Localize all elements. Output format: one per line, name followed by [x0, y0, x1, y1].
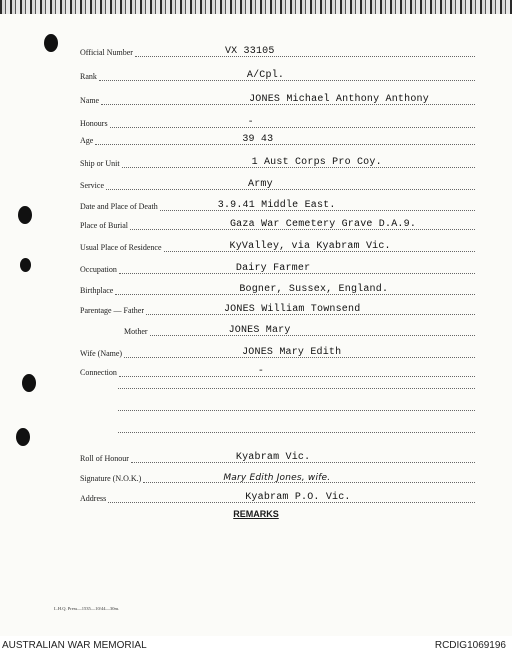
label: Address	[80, 494, 107, 503]
label: Usual Place of Residence	[80, 243, 162, 252]
field-residence	[80, 238, 475, 252]
footer-source: AUSTRALIAN WAR MEMORIAL	[2, 640, 147, 651]
blank-line	[118, 388, 475, 389]
label: Rank	[80, 72, 97, 81]
field-roll-of-honour	[80, 449, 475, 463]
value: Dairy Farmer	[235, 263, 311, 274]
label: Parentage — Father	[80, 306, 144, 315]
value: -	[257, 366, 265, 377]
blank-line	[118, 432, 475, 433]
field-ship-or-unit	[80, 154, 475, 168]
field-age	[80, 131, 475, 145]
field-connection	[80, 363, 475, 377]
field-place-of-burial	[80, 216, 475, 230]
value: JONES William Townsend	[223, 304, 361, 315]
value: JONES Mary	[228, 325, 291, 336]
footer-id: RCDIG1069196	[434, 640, 506, 651]
value: Gaza War Cemetery Grave D.A.9.	[229, 219, 417, 230]
label: Official Number	[80, 48, 133, 57]
label: Roll of Honour	[80, 454, 129, 463]
label: Place of Burial	[80, 221, 128, 230]
label: Connection	[80, 368, 117, 377]
label: Mother	[124, 327, 148, 336]
label: Birthplace	[80, 286, 114, 295]
remarks-heading: REMARKS	[233, 509, 279, 519]
label: Signature (N.O.K.)	[80, 474, 142, 483]
field-name	[80, 91, 475, 105]
value: Bogner, Sussex, England.	[239, 284, 389, 295]
blank-line	[118, 410, 475, 411]
field-occupation	[80, 260, 475, 274]
value: VX 33105	[224, 46, 275, 57]
field-father	[80, 301, 475, 315]
value: KyValley, via Kyabram Vic.	[229, 241, 391, 252]
value: Kyabram Vic.	[235, 452, 311, 463]
field-date-place-death	[80, 197, 475, 211]
field-official-number	[80, 43, 475, 57]
punch-hole	[44, 34, 58, 52]
label: Name	[80, 96, 100, 105]
punch-hole	[22, 374, 36, 392]
label: Age	[80, 136, 94, 145]
value: JONES Michael Anthony Anthony	[249, 94, 429, 105]
value: Mary Edith Jones, wife.	[223, 473, 331, 483]
label: Ship or Unit	[80, 159, 120, 168]
archive-footer	[0, 638, 512, 654]
field-birthplace	[80, 281, 475, 295]
printer-mark: L.H.Q. Press—1535—10/44—30m.	[54, 606, 120, 611]
scan-top-edge	[0, 0, 512, 14]
value: 3.9.41 Middle East.	[217, 200, 336, 211]
field-service	[80, 176, 475, 190]
punch-hole	[20, 258, 31, 272]
value: A/Cpl.	[246, 70, 285, 81]
punch-hole	[18, 206, 32, 224]
label: Date and Place of Death	[80, 202, 158, 211]
field-signature	[80, 469, 475, 483]
field-honours	[80, 114, 475, 128]
label: Wife (Name)	[80, 349, 123, 358]
field-mother	[80, 322, 475, 336]
punch-hole	[16, 428, 30, 446]
field-rank	[80, 67, 475, 81]
label: Service	[80, 181, 104, 190]
value: -	[247, 117, 254, 128]
value: Kyabram P.O. Vic.	[245, 492, 351, 503]
field-wife	[80, 344, 475, 358]
value: JONES Mary Edith	[242, 347, 342, 358]
label: Honours	[80, 119, 108, 128]
value: Army	[248, 179, 273, 190]
value: 1 Aust Corps Pro Coy.	[251, 157, 382, 168]
field-address	[80, 489, 475, 503]
label: Occupation	[80, 265, 117, 274]
value: 39 43	[242, 134, 274, 145]
